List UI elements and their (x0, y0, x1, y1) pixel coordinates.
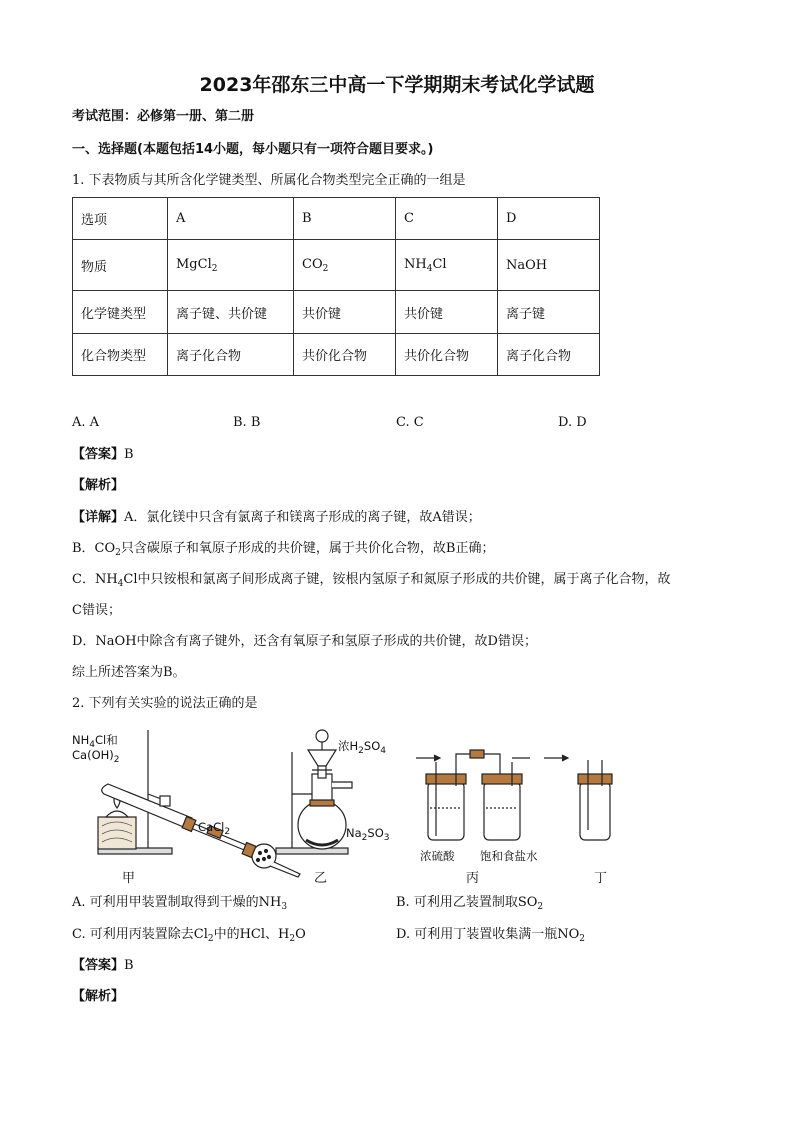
q1-analysis-tag: 【解析】 (72, 478, 125, 493)
detail-text: Cl中只铵根和氯离子间形成离子键，铵根内氢原子和氮原子形成的共价键，属于离子化合物，故 (123, 572, 671, 587)
q1-stem: 1. 下表物质与其所含化学键类型、所属化合物类型完全正确的一组是 (72, 173, 466, 188)
table-cell: 物质 (73, 240, 168, 291)
subscript: 4 (426, 263, 433, 274)
table-cell: C (396, 198, 498, 240)
table-row (73, 198, 600, 240)
q1-detail-line (72, 571, 671, 593)
answer-value: B (124, 958, 134, 973)
section-heading: 一、选择题(本题包括14小题，每小题只有一项符合题目要求。) (72, 142, 434, 157)
collection-bottle (580, 782, 610, 840)
subscript: 2 (322, 263, 329, 274)
formula: NH (404, 256, 427, 272)
figure-label-yi: 乙 (314, 871, 328, 886)
formula: CO (302, 256, 323, 272)
figure-label-jia: 甲 (122, 871, 136, 886)
gas-washing-bottle-1 (428, 782, 464, 840)
answer-value: B (124, 447, 134, 462)
subscript: 2 (211, 263, 218, 274)
figure-label-bing: 丙 (466, 871, 480, 886)
answer-tag: 【答案】 (72, 447, 125, 462)
detail-text: 只含碳原子和氧原子形成的共价键，属于共价化合物，故B正确； (120, 541, 495, 556)
q1-option-c: C. C (396, 415, 424, 430)
table-cell: 化合物类型 (73, 334, 168, 376)
q2-answer (72, 957, 134, 975)
q1-option-d: D. D (558, 415, 587, 430)
yi-acid-label: 浓$H_2SO_4$ (338, 739, 386, 756)
table-cell: 共价键 (294, 291, 396, 334)
page-title: 2023年邵东三中高一下学期期末考试化学试题 (199, 74, 595, 96)
bing-right-label: 饱和食盐水 (480, 849, 538, 863)
table-cell: 共价键 (396, 291, 498, 334)
formula-tail: Cl (432, 256, 447, 272)
q2-stem: 2. 下列有关实验的说法正确的是 (72, 696, 258, 711)
gas-washing-bottle-2 (484, 782, 520, 840)
q1-detail-line (72, 540, 494, 562)
table-cell: 共价化合物 (396, 334, 498, 376)
detail-tag: 【详解】 (72, 510, 125, 525)
table-cell: B (294, 198, 396, 240)
bing-left-label: 浓硫酸 (420, 849, 455, 863)
table-cell: A (168, 198, 294, 240)
jia-reagent-label: $NH_4Cl$和 (72, 733, 118, 750)
q1-detail-line (72, 509, 481, 527)
figure-label-ding: 丁 (594, 871, 608, 886)
detail-text: C．NH (72, 572, 118, 587)
table-cell: NaOH (498, 240, 600, 291)
table-cell: 离子化合物 (168, 334, 294, 376)
table-cell: D (498, 198, 600, 240)
q1-detail-line: C错误； (72, 603, 121, 618)
detail-text: A．氯化镁中只含有氯离子和镁离子形成的离子键，故A错误； (124, 510, 481, 525)
table-cell: 离子化合物 (498, 334, 600, 376)
q1-answer (72, 446, 134, 464)
jia-drying-agent-label: CaCl$_2$ (198, 820, 231, 837)
yi-solid-label: $Na_2SO_3$ (346, 826, 390, 843)
q2-option-c: C. 可利用丙装置除去$Cl_2$中的HCl、$H_2O$ (72, 927, 306, 944)
table-cell: 离子键 (498, 291, 600, 334)
table-cell: 共价化合物 (294, 334, 396, 376)
q1-detail-line: 综上所述答案为B。 (72, 665, 186, 680)
table-row (73, 240, 600, 291)
q1-table (72, 197, 600, 376)
subscript: 2 (115, 548, 121, 558)
table-row (73, 334, 600, 376)
table-cell (168, 240, 294, 291)
round-bottom-flask (298, 801, 346, 849)
jia-reagent-label-2: $Ca(OH)_2$ (72, 748, 120, 765)
q2-option-b: B. 可利用乙装置制取$SO_2$ (396, 895, 544, 912)
q2-analysis-tag: 【解析】 (72, 989, 125, 1004)
table-row (73, 291, 600, 334)
table-cell (396, 240, 498, 291)
dropping-funnel (308, 750, 336, 766)
flame-lamp (106, 811, 128, 817)
table-cell: 离子键、共价键 (168, 291, 294, 334)
q2-option-d: D. 可利用丁装置收集满一瓶$NO_2$ (396, 927, 585, 944)
table-cell: 化学键类型 (73, 291, 168, 334)
q1-detail-line: D．NaOH中除含有离子键外，还含有氧原子和氢原子形成的共价键，故D错误； (72, 634, 537, 649)
q1-option-b: B. B (233, 415, 261, 430)
answer-tag: 【答案】 (72, 958, 125, 973)
subscript: 4 (117, 579, 124, 589)
formula: MgCl (176, 256, 212, 272)
table-cell: 选项 (73, 198, 168, 240)
q2-option-a: A. 可利用甲装置制取得到干燥的$NH_3$ (72, 895, 288, 912)
q1-option-a: A. A (72, 415, 100, 430)
table-cell (294, 240, 396, 291)
detail-text: B．CO (72, 541, 116, 556)
exam-scope: 考试范围：必修第一册、第二册 (72, 109, 255, 124)
